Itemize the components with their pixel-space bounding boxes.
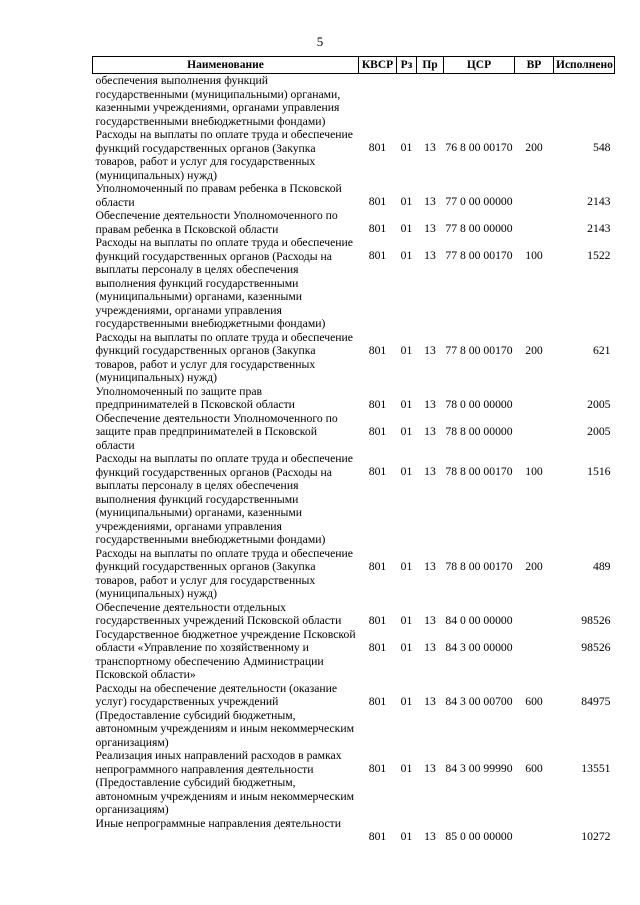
cell-kvsr: 801 bbox=[368, 829, 387, 843]
cell-name: Обеспечение деятельности Уполномоченного по правам ребенка в Псковской области bbox=[95, 209, 338, 236]
table-header-row bbox=[93, 57, 615, 74]
cell-amount: 2005 bbox=[587, 424, 611, 438]
cell-vr: 600 bbox=[525, 762, 543, 775]
cell-rz: 01 bbox=[400, 343, 413, 357]
table-row bbox=[93, 331, 615, 385]
table-row bbox=[93, 452, 615, 547]
cell-name: Расходы на обеспечение деятельности (оказание услуг) государственных учреждений (Предоставление субсидий бюджетным, автономным учреждениям и иным некоммерческим организациям) bbox=[95, 681, 354, 749]
cell-csr: 78 8 00 00170 bbox=[445, 465, 513, 478]
cell-csr: 84 3 00 00700 bbox=[445, 694, 513, 708]
cell-csr: 78 0 00 00000 bbox=[445, 397, 513, 411]
cell-pr: 13 bbox=[424, 613, 436, 627]
table-row bbox=[93, 749, 615, 817]
cell-vr bbox=[515, 209, 554, 236]
cell-kvsr: 801 bbox=[368, 694, 387, 708]
cell-name: Иные непрограммные направления деятельности bbox=[95, 816, 342, 830]
cell-vr bbox=[515, 817, 554, 844]
header-amount: Исполнено bbox=[554, 57, 615, 74]
cell-vr bbox=[515, 628, 554, 682]
cell-amount: 1522 bbox=[587, 249, 611, 262]
cell-rz: 01 bbox=[400, 829, 413, 843]
cell-csr: 78 8 00 00000 bbox=[445, 424, 513, 438]
cell-rz: 01 bbox=[400, 222, 413, 235]
cell-kvsr: 801 bbox=[368, 762, 387, 775]
header-csr: ЦСР bbox=[444, 57, 515, 74]
cell-pr: 13 bbox=[424, 343, 436, 357]
cell-csr: 84 3 00 00000 bbox=[445, 640, 513, 654]
cell-rz: 01 bbox=[400, 640, 413, 654]
table-row bbox=[93, 682, 615, 750]
cell-name: Реализация иных направлений расходов в рамках непрограммного направления деятельности (Предоставление субсидий бюджетным, автономным учреждениям и иным некоммерческим организациям) bbox=[95, 749, 354, 816]
cell-rz: 01 bbox=[400, 559, 413, 573]
cell-csr: 77 0 00 00000 bbox=[445, 195, 513, 208]
cell-kvsr: 801 bbox=[368, 141, 387, 154]
cell-csr: 77 8 00 00170 bbox=[445, 249, 513, 262]
cell-name: Уполномоченный по защите прав предпринимателей в Псковской области bbox=[95, 384, 295, 411]
cell-kvsr: 801 bbox=[368, 424, 387, 438]
cell-vr bbox=[515, 182, 554, 209]
page-number: 5 bbox=[316, 34, 324, 49]
cell-rz: 01 bbox=[400, 141, 413, 154]
cell-rz: 01 bbox=[400, 613, 413, 627]
cell-kvsr: 801 bbox=[368, 640, 387, 654]
cell-pr: 13 bbox=[424, 397, 436, 411]
cell-rz: 01 bbox=[400, 424, 413, 438]
cell-vr bbox=[515, 385, 554, 412]
cell-amount: 489 bbox=[592, 559, 611, 573]
cell-vr bbox=[515, 601, 554, 628]
cell-amount: 621 bbox=[592, 343, 611, 357]
cell-name: Государственное бюджетное учреждение Псковской области «Управление по хозяйственному и транспортному обеспечению Администрации Псковской области» bbox=[95, 627, 356, 681]
table-row bbox=[93, 128, 615, 182]
cell-kvsr: 801 bbox=[368, 397, 387, 411]
table-row bbox=[93, 628, 615, 682]
cell-kvsr: 801 bbox=[368, 343, 387, 357]
table-row bbox=[93, 817, 615, 844]
cell-pr: 13 bbox=[424, 141, 436, 154]
cell-pr: 13 bbox=[424, 424, 436, 438]
header-name: Наименование bbox=[93, 57, 359, 74]
cell-name: Расходы на выплаты по оплате труда и обеспечение функций государственных органов (Расходы на выплаты персоналу в целях обеспечения выполнения функций государственными (муниципальными) органами, казенными учреждениями, органами управления государственными внебюджетными фондами) bbox=[95, 452, 353, 546]
cell-name: Расходы на выплаты по оплате труда и обеспечение функций государственных органов (Расходы на выплаты персоналу в целях обеспечения выполнения функций государственными (муниципальными) органами, казенными учреждениями, органами управления государственными внебюджетными фондами) bbox=[95, 236, 353, 330]
cell-pr: 13 bbox=[424, 222, 436, 235]
cell-kvsr: 801 bbox=[368, 613, 387, 627]
cell-csr: 78 8 00 00170 bbox=[445, 559, 513, 573]
cell-kvsr: 801 bbox=[368, 559, 387, 573]
cell-vr: 200 bbox=[525, 343, 543, 357]
cell-csr: 85 0 00 00000 bbox=[445, 829, 513, 843]
continuation-row bbox=[93, 74, 615, 129]
table-row bbox=[93, 601, 615, 628]
cell-amount: 1516 bbox=[587, 465, 611, 478]
header-pr: Пр bbox=[417, 57, 444, 74]
cell-rz: 01 bbox=[400, 195, 413, 208]
cell-csr: 84 0 00 00000 bbox=[445, 613, 513, 627]
cell-rz: 01 bbox=[400, 397, 413, 411]
cell-pr: 13 bbox=[424, 195, 436, 208]
cell-amount: 2143 bbox=[587, 222, 611, 235]
cell-amount: 13551 bbox=[581, 762, 611, 775]
budget-table bbox=[92, 56, 615, 843]
cell-csr: 84 3 00 99990 bbox=[445, 762, 513, 775]
cell-csr: 76 8 00 00170 bbox=[445, 141, 513, 154]
cell-amount: 2005 bbox=[587, 397, 611, 411]
cell-pr: 13 bbox=[424, 465, 436, 478]
header-kvsr: КВСР bbox=[359, 57, 397, 74]
continuation-text: обеспечения выполнения функций государственными (муниципальными) органами, казенными учреждениями, органами управления государственными внебюджетными фондами) bbox=[95, 74, 341, 128]
cell-vr: 100 bbox=[525, 465, 543, 478]
table-row bbox=[93, 385, 615, 412]
cell-vr: 200 bbox=[525, 559, 543, 573]
header-rz: Рз bbox=[397, 57, 417, 74]
cell-pr: 13 bbox=[424, 640, 436, 654]
cell-amount: 2143 bbox=[587, 195, 611, 208]
cell-vr: 200 bbox=[525, 141, 543, 154]
header-vr: ВР bbox=[515, 57, 554, 74]
cell-name: Расходы на выплаты по оплате труда и обеспечение функций государственных органов (Закупка товаров, работ и услуг для государственных (муниципальных) нужд) bbox=[95, 330, 353, 384]
cell-vr: 100 bbox=[525, 249, 543, 262]
cell-vr bbox=[515, 412, 554, 453]
table-row bbox=[93, 209, 615, 236]
cell-pr: 13 bbox=[424, 762, 436, 775]
cell-name: Расходы на выплаты по оплате труда и обеспечение функций государственных органов (Закупка товаров, работ и услуг для государственных (муниципальных) нужд) bbox=[95, 546, 353, 600]
cell-name: Расходы на выплаты по оплате труда и обеспечение функций государственных органов (Закупка товаров, работ и услуг для государственных (муниципальных) нужд) bbox=[95, 128, 353, 182]
cell-name: Обеспечение деятельности отдельных государственных учреждений Псковской области bbox=[95, 600, 342, 627]
cell-amount: 548 bbox=[592, 141, 611, 154]
cell-amount: 98526 bbox=[581, 613, 611, 627]
cell-kvsr: 801 bbox=[368, 195, 387, 208]
cell-name: Обеспечение деятельности Уполномоченного по защите прав предпринимателей в Псковской области bbox=[95, 411, 338, 452]
cell-vr: 600 bbox=[525, 694, 543, 708]
table-row bbox=[93, 236, 615, 331]
cell-amount: 10272 bbox=[581, 829, 611, 843]
cell-pr: 13 bbox=[424, 559, 436, 573]
cell-rz: 01 bbox=[400, 762, 413, 775]
cell-kvsr: 801 bbox=[368, 249, 387, 262]
table-row bbox=[93, 182, 615, 209]
table-row bbox=[93, 547, 615, 601]
cell-csr: 77 8 00 00170 bbox=[445, 343, 513, 357]
cell-rz: 01 bbox=[400, 694, 413, 708]
cell-amount: 98526 bbox=[581, 640, 611, 654]
cell-name: Уполномоченный по правам ребенка в Псковской области bbox=[95, 182, 342, 209]
cell-kvsr: 801 bbox=[368, 465, 387, 478]
cell-rz: 01 bbox=[400, 249, 413, 262]
cell-pr: 13 bbox=[424, 694, 436, 708]
cell-csr: 77 8 00 00000 bbox=[445, 222, 513, 235]
cell-amount: 84975 bbox=[581, 694, 611, 708]
cell-pr: 13 bbox=[424, 829, 436, 843]
table-row bbox=[93, 412, 615, 453]
cell-kvsr: 801 bbox=[368, 222, 387, 235]
cell-pr: 13 bbox=[424, 249, 436, 262]
cell-rz: 01 bbox=[400, 465, 413, 478]
